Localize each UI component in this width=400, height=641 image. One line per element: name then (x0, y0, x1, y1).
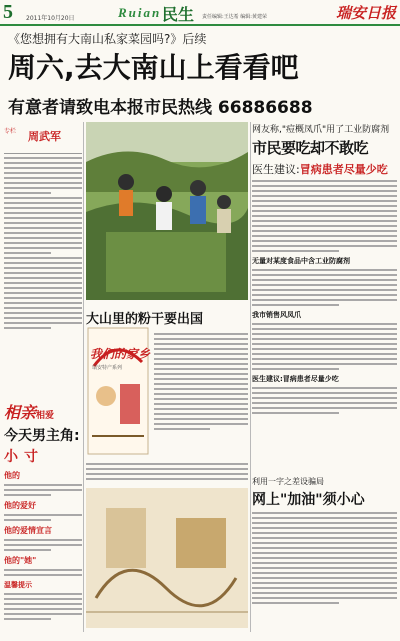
column-divider (83, 122, 84, 632)
author-name: 周武军 (28, 130, 61, 143)
left-bottom-notice (4, 580, 82, 623)
bottom-right-kicker: 利用一字之差设骗局 (252, 477, 324, 486)
lead-headline: 周六,去大南山上看看吧 (8, 51, 299, 84)
issue-date: 2011年10月20日 (26, 15, 75, 22)
right-headline: 市民要吃却不敢吃 (252, 139, 369, 157)
dating-title-suffix: 相爱 (36, 411, 55, 421)
right-column (252, 122, 397, 417)
dating-section (4, 400, 82, 580)
lead-subhead: 有意者请致电本报市民热线 66886688 (8, 98, 313, 118)
newspaper-logo: 瑞安日报 (335, 4, 396, 22)
right-mini-head: 我市销售风凤爪 (252, 311, 301, 319)
author-box (4, 122, 82, 154)
dating-label: 他的 (4, 471, 20, 480)
section-title: 民生 (162, 5, 195, 24)
column-divider (250, 122, 251, 632)
feature-text-continued (86, 460, 248, 483)
dating-title-main: 相亲 (4, 403, 37, 422)
right-subhead-highlight: 冒病患者尽量少吃 (299, 163, 388, 176)
page-number: 5 (3, 1, 13, 23)
left-column (4, 122, 82, 332)
right-subhead (252, 161, 397, 177)
hometown-sub: 瑞安特产系列 (92, 365, 123, 371)
author-tag: 专栏 (4, 128, 17, 135)
right-article-text (252, 180, 397, 252)
feature-text (154, 330, 248, 433)
feature-headline: 大山里的粉干要出国 (86, 312, 204, 327)
dating-name: 小寸 (4, 449, 44, 465)
right-mini-head: 医生建议:冒病患者尽量少吃 (252, 375, 339, 383)
lead-photo (86, 122, 248, 300)
left-article-text (4, 157, 82, 329)
right-subhead-prefix: 医生建议: (252, 163, 300, 176)
right-kicker: 网友称,"痘概凤爪"用了工业防腐剂 (252, 125, 390, 135)
photo-illustration (86, 122, 248, 300)
dating-today: 今天男主角: (4, 428, 80, 444)
masthead (0, 0, 400, 26)
cartoon-photo (86, 488, 248, 628)
dating-title (4, 400, 82, 423)
ruian-label: Ruian (118, 5, 162, 20)
bottom-right-headline: 网上"加油"须小心 (252, 492, 365, 508)
dating-label: 他的爱好 (4, 501, 36, 510)
dating-label: 他的"她" (4, 556, 37, 565)
hometown-label: 我们的家乡 (90, 347, 151, 361)
right-mini-head: 无量对某度食品中含工业防腐剂 (252, 257, 350, 265)
notice-title: 温馨提示 (4, 581, 32, 589)
lead-kicker: 《您想拥有大南山私家菜园吗?》后续 (8, 32, 207, 46)
editors-line: 责任编辑:王达希 编辑:黄建荣 (202, 14, 267, 20)
cartoon-art (86, 488, 248, 628)
dating-label: 他的爱情宣言 (4, 526, 52, 535)
bottom-right-article (252, 476, 397, 607)
